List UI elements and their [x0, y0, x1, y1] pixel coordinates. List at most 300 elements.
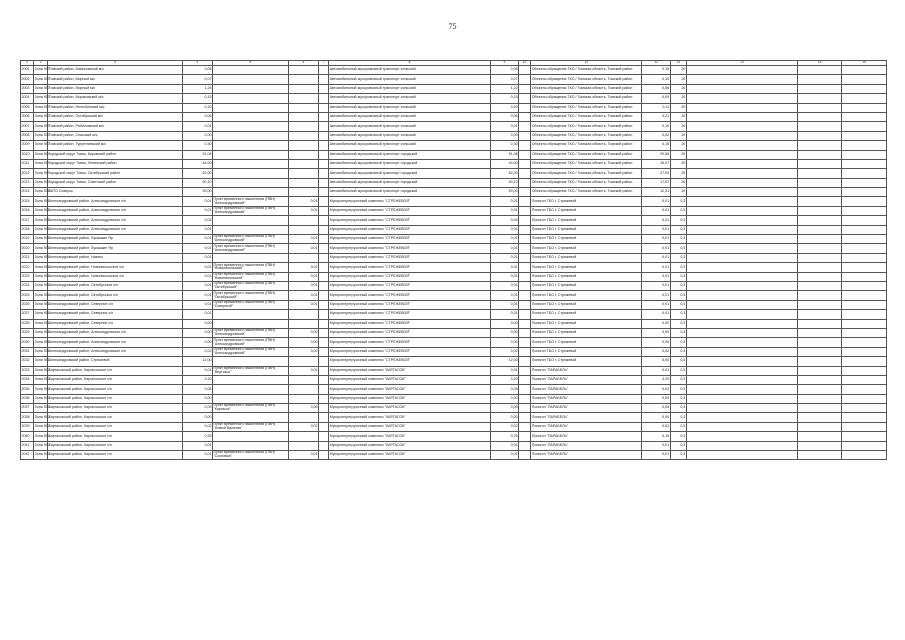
table-row [21, 394, 887, 403]
table-cell-empty [686, 197, 797, 206]
table-cell: Мусороперегрузочный комплекс "СТРЕЖЕВОЙ" [329, 206, 491, 215]
table-cell: Александровский район, Александровское с/п [48, 225, 182, 234]
table-cell-empty [797, 357, 841, 366]
table-cell-empty [842, 319, 887, 328]
table-cell: Зона 907 [34, 150, 48, 159]
table-cell-empty [842, 310, 887, 319]
table-cell: 0,15 [642, 141, 670, 150]
table-cell [288, 225, 318, 234]
table-cell: 2018 [21, 225, 34, 234]
column-number: 1 [21, 61, 34, 66]
table-cell-empty [519, 319, 531, 328]
table-cell-empty [797, 413, 841, 422]
table-cell: 27,00 [642, 169, 670, 178]
table-cell-empty [686, 150, 797, 159]
table-cell-empty [797, 300, 841, 309]
table-cell: Александровский район, Александровское с/п [48, 347, 182, 356]
table-cell: 0,01 [642, 253, 670, 262]
table-cell: Зона 901 [34, 272, 48, 281]
table-cell-empty [842, 225, 887, 234]
table-cell [212, 188, 288, 197]
table-cell: 0,10 [642, 75, 670, 84]
table-cell: 2040 [21, 432, 34, 441]
table-cell-empty [797, 150, 841, 159]
table-cell [288, 141, 318, 150]
table-cell: Зона 901 [34, 253, 48, 262]
table-cell-empty [686, 413, 797, 422]
table-cell: 0,02 [182, 347, 212, 356]
table-cell-empty [797, 244, 841, 253]
table-cell: Объекты обращения ТКО / Томская область, Томский район [531, 159, 642, 168]
table-cell: Томский район, Майоновский м/с [48, 66, 182, 75]
table-cell: 0,01 [490, 263, 518, 272]
table-cell: 0,3 [670, 394, 686, 403]
table-cell-empty [686, 366, 797, 375]
table-cell-empty [842, 150, 887, 159]
table-cell: Пункт временного накопления (ПВН) "Александровский" [212, 328, 288, 337]
table-cell-empty [686, 385, 797, 394]
table-cell: Зона 902 [34, 404, 48, 413]
table-cell: 0,06 [490, 112, 518, 121]
table-cell: Пункт временного накопления (ПВН) "Каргасок" [212, 404, 288, 413]
table-cell: Зона 907 [34, 159, 48, 168]
table-cell: 0,3 [670, 422, 686, 431]
table-cell: 0,3 [670, 244, 686, 253]
table-cell: Александровский район, Новоникольское с/п [48, 272, 182, 281]
table-cell: 0,01 [182, 122, 212, 131]
table-cell: Зона 902 [34, 413, 48, 422]
table-cell: 2033 [21, 366, 34, 375]
table-cell-empty [319, 84, 329, 93]
table-cell-empty [797, 188, 841, 197]
table-cell-empty [319, 281, 329, 290]
table-cell: Автомобильный мусоровозный транспорт городской [329, 159, 491, 168]
table-cell: Мусороперегрузочный комплекс "СТРЕЖЕВОЙ" [329, 225, 491, 234]
table-cell-empty [797, 75, 841, 84]
table-cell-empty [686, 188, 797, 197]
table-cell: 0,01 [642, 244, 670, 253]
table-cell-empty [319, 413, 329, 422]
table-cell: 0,08 [490, 385, 518, 394]
table-cell [212, 131, 288, 140]
column-number: 4 [182, 61, 212, 66]
table-cell-empty [842, 103, 887, 112]
table-cell [288, 112, 318, 121]
table-cell: 20 [670, 141, 686, 150]
table-cell: Александровский район, Октябрьское с/п [48, 291, 182, 300]
table-cell: 0,20 [182, 103, 212, 112]
table-cell-empty [842, 263, 887, 272]
page-number: 75 [448, 22, 457, 31]
table-cell: 0,01 [288, 235, 318, 244]
table-cell: 20 [670, 188, 686, 197]
table-cell [288, 103, 318, 112]
table-cell: Мусороперегрузочный комплекс "СТРЕЖЕВОЙ" [329, 357, 491, 366]
table-row [21, 188, 887, 197]
table-row [21, 451, 887, 460]
table-cell [212, 385, 288, 394]
table-cell: 0,07 [490, 75, 518, 84]
table-cell-empty [319, 422, 329, 431]
table-row [21, 225, 887, 234]
table-cell: Зона 907 [34, 178, 48, 187]
table-cell-empty [319, 75, 329, 84]
table-cell-empty [686, 169, 797, 178]
table-cell: 0,00 [490, 394, 518, 403]
table-cell: Зона 901 [34, 206, 48, 215]
table-row [21, 66, 887, 75]
table-row [21, 84, 887, 93]
table-cell-empty [519, 103, 531, 112]
table-cell: 0,01 [182, 272, 212, 281]
table-cell-empty [319, 253, 329, 262]
table-cell: 0,01 [182, 366, 212, 375]
table-cell: Каргасокский район, Каргасокское с/п [48, 375, 182, 384]
table-cell: Томский район, Моряковский м/с [48, 94, 182, 103]
table-cell: 0,00 [182, 413, 212, 422]
table-cell-empty [319, 197, 329, 206]
table-cell: 51,08 [490, 150, 518, 159]
table-cell: Полигон ТБО г. Стрежевой [531, 300, 642, 309]
table-cell: Полигон "ПАРАБЕЛЬ" [531, 422, 642, 431]
table-cell-empty [519, 75, 531, 84]
table-cell [288, 413, 318, 422]
table-cell: Томский район, Турунтаевский м/с [48, 141, 182, 150]
table-cell: Зона 901 [34, 338, 48, 347]
table-cell: Мусороперегрузочный комплекс "КАРГАСОК" [329, 394, 491, 403]
table-cell: 0,01 [490, 225, 518, 234]
table-cell: Зона 901 [34, 347, 48, 356]
table-cell: Полигон ТБО г. Стрежевой [531, 347, 642, 356]
column-number: 10 [519, 61, 531, 66]
table-cell: 0,01 [642, 235, 670, 244]
table-cell: 2014 [21, 188, 34, 197]
table-cell-empty [519, 216, 531, 225]
table-cell: 0,01 [490, 122, 518, 131]
table-cell: Зона 902 [34, 451, 48, 460]
table-cell: 1,22 [490, 84, 518, 93]
table-cell-empty [319, 263, 329, 272]
table-cell: 62,00 [490, 169, 518, 178]
table-cell-empty [519, 300, 531, 309]
table-cell-empty [686, 103, 797, 112]
table-cell-empty [686, 319, 797, 328]
table-cell: 0,00 [490, 131, 518, 140]
table-cell: 62,00 [182, 169, 212, 178]
table-cell: Зона 902 [34, 441, 48, 450]
table-cell-empty [519, 94, 531, 103]
table-cell-empty [686, 328, 797, 337]
table-cell-empty [686, 225, 797, 234]
table-cell-empty [686, 394, 797, 403]
table-cell: Александровский район, Северное с/п [48, 310, 182, 319]
table-cell: Автомобильный мусоровозный транспорт городской [329, 178, 491, 187]
table-cell: Автомобильный мусоровозный транспорт сельский [329, 141, 491, 150]
table-cell: 1,25 [182, 84, 212, 93]
table-cell: Зона 908 [34, 188, 48, 197]
table-cell: 20 [670, 84, 686, 93]
table-cell [212, 75, 288, 84]
table-cell-empty [686, 451, 797, 460]
table-cell-empty [797, 169, 841, 178]
table-cell [212, 216, 288, 225]
table-cell-empty [842, 338, 887, 347]
table-cell: Пункт временного накопления (ПВН) "Александровский" [212, 197, 288, 206]
table-cell: Пункт временного накопления (ПВН) "Александровский" [212, 206, 288, 215]
table-cell: 20 [670, 178, 686, 187]
table-cell: Объекты обращения ТКО / Томская область, Томский район [531, 178, 642, 187]
table-cell: 0,10 [642, 122, 670, 131]
table-cell [212, 357, 288, 366]
table-cell: 0,02 [288, 347, 318, 356]
table-row [21, 216, 887, 225]
table-cell-empty [519, 253, 531, 262]
table-cell: 2005 [21, 103, 34, 112]
table-cell [212, 394, 288, 403]
table-cell: 0,01 [642, 291, 670, 300]
table-row [21, 291, 887, 300]
table-cell: 0,01 [288, 244, 318, 253]
table-row [21, 112, 887, 121]
table-cell: 0,01 [288, 291, 318, 300]
table-cell: Зона 902 [34, 366, 48, 375]
table-cell-empty [319, 122, 329, 131]
table-cell: Зона 907 [34, 66, 48, 75]
column-number: 15 [797, 61, 841, 66]
table-cell: Пункт временного накопления (ПВН) "Северный" [212, 300, 288, 309]
table-cell: 0,01 [642, 225, 670, 234]
table-cell [288, 441, 318, 450]
table-cell-empty [319, 451, 329, 460]
table-cell: Полигон "ПАРАБЕЛЬ" [531, 432, 642, 441]
table-cell-empty [842, 451, 887, 460]
table-cell: Полигон "ПАРАБЕЛЬ" [531, 385, 642, 394]
table-row [21, 357, 887, 366]
table-cell: 0,15 [490, 94, 518, 103]
table-cell: Мусороперегрузочный комплекс "КАРГАСОК" [329, 413, 491, 422]
table-cell-empty [797, 366, 841, 375]
table-cell: Томский район, Мирный м/с [48, 84, 182, 93]
table-cell-empty [319, 375, 329, 384]
table-cell: Каргасокский район, Каргасокское с/п [48, 385, 182, 394]
table-cell-empty [797, 404, 841, 413]
table-cell: Объекты обращения ТКО / Томская область, Томский район [531, 150, 642, 159]
table-cell: Полигон "ПАРАБЕЛЬ" [531, 451, 642, 460]
table-cell-empty [519, 310, 531, 319]
table-cell-empty [519, 197, 531, 206]
table-cell: Зона 901 [34, 328, 48, 337]
table-cell: 0,01 [182, 441, 212, 450]
column-number: 12 [642, 61, 670, 66]
table-row [21, 131, 887, 140]
table-cell: 51,08 [182, 150, 212, 159]
table-cell: 0,01 [182, 281, 212, 290]
table-cell-empty [686, 75, 797, 84]
table-cell: 2021 [21, 253, 34, 262]
table-cell-empty [519, 150, 531, 159]
table-cell-empty [519, 347, 531, 356]
table-cell-empty [519, 169, 531, 178]
table-cell: 0,00 [182, 319, 212, 328]
table-cell: Полигон ТБО г. Стрежевой [531, 244, 642, 253]
table-cell-empty [686, 159, 797, 168]
table-cell-empty [319, 404, 329, 413]
table-row [21, 141, 887, 150]
table-cell: Мусороперегрузочный комплекс "КАРГАСОК" [329, 441, 491, 450]
table-cell: 5,00 [642, 357, 670, 366]
table-cell: Автомобильный мусоровозный транспорт сельский [329, 122, 491, 131]
table-cell: Объекты обращения ТКО / Томская область, Томский район [531, 84, 642, 93]
table-cell: Объекты обращения ТКО / Томская область, Томский район [531, 131, 642, 140]
table-cell-empty [797, 441, 841, 450]
table-cell: 44,00 [182, 159, 212, 168]
table-cell: Объекты обращения ТКО / Томская область, Томский район [531, 188, 642, 197]
table-cell: 0,01 [288, 206, 318, 215]
table-cell: 0,21 [642, 112, 670, 121]
table-cell-empty [686, 338, 797, 347]
table-cell-empty [842, 188, 887, 197]
table-cell-empty [519, 206, 531, 215]
table-cell-empty [686, 300, 797, 309]
table-cell: Полигон "ПАРАБЕЛЬ" [531, 394, 642, 403]
table-cell [212, 112, 288, 121]
table-cell-empty [319, 338, 329, 347]
table-cell: Полигон ТБО г. Стрежевой [531, 281, 642, 290]
table-cell-empty [842, 159, 887, 168]
table-cell: 0,3 [670, 432, 686, 441]
table-cell: Александровский район, Октябрьское с/п [48, 281, 182, 290]
table-cell: 20 [670, 103, 686, 112]
table-cell: 2008 [21, 131, 34, 140]
table-cell: Зона 907 [34, 122, 48, 131]
table-row [21, 103, 887, 112]
table-cell: 0,3 [670, 328, 686, 337]
table-row [21, 281, 887, 290]
table-cell: Полигон ТБО г. Стрежевой [531, 310, 642, 319]
column-number: 9 [490, 61, 518, 66]
table-cell: 0,01 [490, 441, 518, 450]
table-cell: 0,3 [670, 216, 686, 225]
table-cell: Автомобильный мусоровозный транспорт сельский [329, 131, 491, 140]
table-cell-empty [797, 197, 841, 206]
table-cell: Зона 901 [34, 291, 48, 300]
table-row [21, 169, 887, 178]
table-cell-empty [319, 150, 329, 159]
table-cell: Пункт временного накопления (ПВН) "Новоникольский" [212, 272, 288, 281]
table-cell-empty [797, 159, 841, 168]
table-cell-empty [797, 385, 841, 394]
table-cell: Полигон "ПАРАБЕЛЬ" [531, 413, 642, 422]
table-cell-empty [797, 347, 841, 356]
table-cell: городской округ Томск, Советский район [48, 178, 182, 187]
table-cell-empty [842, 404, 887, 413]
table-cell: Пункт временного накопления (ПВН) "Александровский" [212, 338, 288, 347]
table-cell: 0,02 [490, 422, 518, 431]
table-cell-empty [842, 357, 887, 366]
table-cell: 0,00 [182, 131, 212, 140]
table-cell: 2030 [21, 338, 34, 347]
table-cell: 0,3 [670, 263, 686, 272]
table-row [21, 385, 887, 394]
column-number: 5 [212, 61, 288, 66]
table-cell-empty [797, 281, 841, 290]
table-cell: 0,3 [670, 413, 686, 422]
table-cell: Пункт временного накопления (ПВН) "Александровский" [212, 244, 288, 253]
table-cell-empty [797, 310, 841, 319]
table-cell: Пункт временного накопления (ПВН) "Александровский" [212, 347, 288, 356]
table-cell: городской округ Томск, Кировский район [48, 150, 182, 159]
table-cell: 2013 [21, 178, 34, 187]
table-cell: 2025 [21, 291, 34, 300]
table-cell: 0,3 [670, 225, 686, 234]
table-cell: 0,3 [670, 291, 686, 300]
table-cell-empty [319, 66, 329, 75]
table-cell-empty [519, 281, 531, 290]
table-cell: 0,00 [288, 328, 318, 337]
table-cell-empty [519, 366, 531, 375]
table-cell: 0,02 [642, 385, 670, 394]
table-cell: Александровский район, Северное с/п [48, 319, 182, 328]
table-cell: Александровский район, Александровское с/п [48, 206, 182, 215]
table-cell-empty [319, 300, 329, 309]
table-cell [212, 375, 288, 384]
table-cell: Мусороперегрузочный комплекс "КАРГАСОК" [329, 404, 491, 413]
table-row [21, 272, 887, 281]
table-cell: Полигон "ПАРАБЕЛЬ" [531, 441, 642, 450]
table-cell-empty [842, 281, 887, 290]
table-cell: Зона 901 [34, 225, 48, 234]
table-cell: Мусороперегрузочный комплекс "СТРЕЖЕВОЙ" [329, 319, 491, 328]
table-cell: Мусороперегрузочный комплекс "КАРГАСОК" [329, 422, 491, 431]
table-cell-empty [319, 394, 329, 403]
table-cell: 0,00 [288, 338, 318, 347]
table-cell: 59,00 [182, 188, 212, 197]
table-cell-empty [686, 112, 797, 121]
table-cell: 0,3 [670, 300, 686, 309]
table-cell-empty [842, 300, 887, 309]
table-cell: Мусороперегрузочный комплекс "КАРГАСОК" [329, 385, 491, 394]
table-cell: Зона 901 [34, 235, 48, 244]
table-cell [288, 375, 318, 384]
table-cell: 20 [670, 131, 686, 140]
table-cell: 2024 [21, 281, 34, 290]
table-cell: Объекты обращения ТКО / Томская область, Томский район [531, 112, 642, 121]
table-cell: Зона 901 [34, 281, 48, 290]
table-cell: Александровский район, Стрежевой [48, 357, 182, 366]
table-cell: 2031 [21, 347, 34, 356]
table-cell: Зона 907 [34, 94, 48, 103]
table-cell: Мусороперегрузочный комплекс "КАРГАСОК" [329, 375, 491, 384]
table-cell: 0,01 [288, 272, 318, 281]
table-cell: 0,01 [182, 253, 212, 262]
table-cell-empty [797, 178, 841, 187]
table-cell-empty [842, 422, 887, 431]
table-cell [212, 103, 288, 112]
table-row [21, 366, 887, 375]
table-cell: Полигон ТБО г. Стрежевой [531, 338, 642, 347]
table-cell: Александровский район, Александровское с/п [48, 216, 182, 225]
table-cell: Мусороперегрузочный комплекс "СТРЕЖЕВОЙ" [329, 281, 491, 290]
column-number: 3 [48, 61, 182, 66]
table-body [21, 66, 887, 460]
table-cell: Полигон ТБО г. Стрежевой [531, 291, 642, 300]
table-cell: Объекты обращения ТКО / Томская область, Томский район [531, 141, 642, 150]
table-cell-empty [519, 159, 531, 168]
table-cell: 0,3 [670, 404, 686, 413]
table-cell: Мусороперегрузочный комплекс "КАРГАСОК" [329, 451, 491, 460]
table-cell: Объекты обращения ТКО / Томская область, Томский район [531, 94, 642, 103]
table-cell: Автомобильный мусоровозный транспорт сельский [329, 66, 491, 75]
